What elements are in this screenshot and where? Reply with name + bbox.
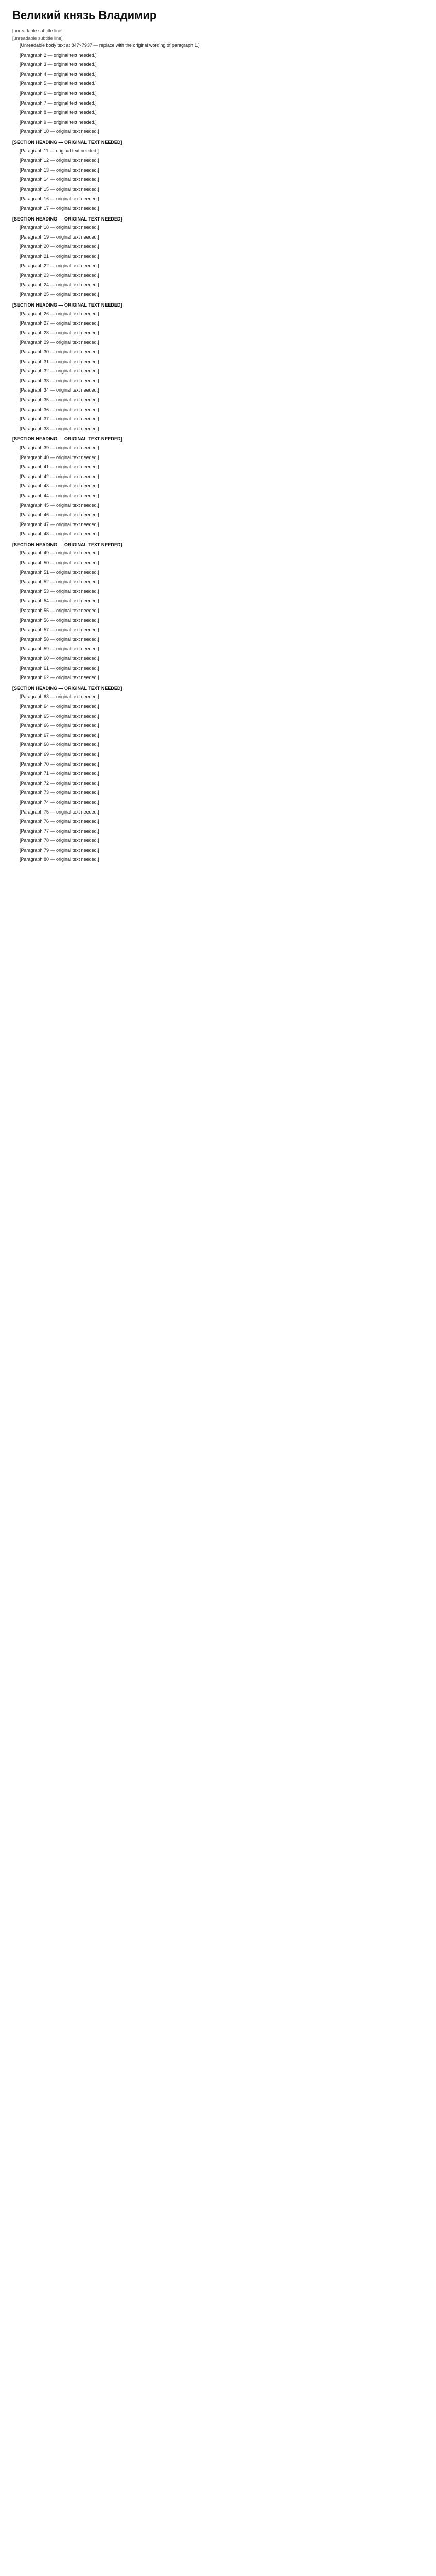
paragraph: [Paragraph 2 — original text needed.] [20, 52, 97, 58]
paragraph: [Paragraph 52 — original text needed.] [20, 579, 99, 585]
paragraph: [Paragraph 35 — original text needed.] [20, 397, 99, 402]
paragraph: [Paragraph 46 — original text needed.] [20, 512, 99, 518]
section-heading: [SECTION HEADING — ORIGINAL TEXT NEEDED] [12, 302, 123, 308]
paragraph: [Paragraph 59 — original text needed.] [20, 646, 99, 652]
paragraph: [Paragraph 12 — original text needed.] [20, 158, 99, 163]
paragraph: [Paragraph 41 — original text needed.] [20, 464, 99, 470]
paragraph: [Paragraph 24 — original text needed.] [20, 282, 99, 287]
paragraph: [Paragraph 53 — original text needed.] [20, 588, 99, 594]
paragraph: [Paragraph 10 — original text needed.] [20, 129, 99, 134]
paragraph: [Paragraph 43 — original text needed.] [20, 483, 99, 489]
paragraph: [Paragraph 4 — original text needed.] [20, 71, 97, 77]
paragraph: [Paragraph 20 — original text needed.] [20, 244, 99, 249]
paragraph: [Paragraph 51 — original text needed.] [20, 569, 99, 575]
paragraph: [Paragraph 39 — original text needed.] [20, 445, 99, 450]
paragraph: [Paragraph 55 — original text needed.] [20, 608, 99, 614]
paragraph: [Paragraph 74 — original text needed.] [20, 799, 99, 805]
section-heading: [SECTION HEADING — ORIGINAL TEXT NEEDED] [12, 685, 123, 691]
paragraph: [Paragraph 29 — original text needed.] [20, 340, 99, 345]
page-title: Великий князь Владимир [12, 9, 157, 22]
paragraph: [Paragraph 68 — original text needed.] [20, 742, 99, 748]
paragraph: [Paragraph 3 — original text needed.] [20, 62, 97, 67]
paragraph: [Paragraph 16 — original text needed.] [20, 196, 99, 201]
paragraph: [Paragraph 57 — original text needed.] [20, 627, 99, 633]
paragraph: [Paragraph 37 — original text needed.] [20, 416, 99, 422]
paragraph: [Paragraph 19 — original text needed.] [20, 234, 99, 240]
paragraph: [Paragraph 9 — original text needed.] [20, 119, 97, 125]
paragraph: [Paragraph 77 — original text needed.] [20, 828, 99, 834]
paragraph: [Paragraph 80 — original text needed.] [20, 857, 99, 862]
paragraph: [Paragraph 48 — original text needed.] [20, 531, 99, 537]
paragraph: [Paragraph 76 — original text needed.] [20, 819, 99, 824]
paragraph: [Paragraph 54 — original text needed.] [20, 598, 99, 604]
paragraph: [Paragraph 38 — original text needed.] [20, 426, 99, 431]
paragraph: [Paragraph 22 — original text needed.] [20, 263, 99, 268]
paragraph: [Paragraph 11 — original text needed.] [20, 148, 99, 154]
subtitle-line: [unreadable subtitle line] [12, 36, 63, 41]
paragraph: [Paragraph 14 — original text needed.] [20, 177, 99, 182]
paragraph: [Paragraph 70 — original text needed.] [20, 761, 99, 767]
article-page [0, 0, 436, 878]
section-heading: [SECTION HEADING — ORIGINAL TEXT NEEDED] [12, 541, 123, 547]
paragraph: [Paragraph 21 — original text needed.] [20, 253, 99, 259]
subtitle-line: [unreadable subtitle line] [12, 28, 63, 33]
paragraph: [Paragraph 75 — original text needed.] [20, 809, 99, 815]
paragraph: [Paragraph 42 — original text needed.] [20, 473, 99, 479]
paragraph: [Paragraph 15 — original text needed.] [20, 186, 99, 192]
paragraph: [Paragraph 27 — original text needed.] [20, 320, 99, 326]
section-heading: [SECTION HEADING — ORIGINAL TEXT NEEDED] [12, 436, 123, 442]
article-body [12, 42, 426, 863]
paragraph: [Paragraph 72 — original text needed.] [20, 780, 99, 786]
paragraph: [Paragraph 45 — original text needed.] [20, 502, 99, 508]
paragraph: [Paragraph 33 — original text needed.] [20, 378, 99, 383]
paragraph: [Paragraph 66 — original text needed.] [20, 723, 99, 728]
paragraph: [Paragraph 32 — original text needed.] [20, 368, 99, 374]
paragraph: [Paragraph 8 — original text needed.] [20, 110, 97, 115]
paragraph: [Paragraph 7 — original text needed.] [20, 100, 97, 106]
paragraph: [Paragraph 34 — original text needed.] [20, 387, 99, 393]
paragraph: [Paragraph 73 — original text needed.] [20, 790, 99, 795]
paragraph: [Paragraph 63 — original text needed.] [20, 694, 99, 700]
paragraph: [Paragraph 65 — original text needed.] [20, 713, 99, 719]
paragraph: [Paragraph 44 — original text needed.] [20, 493, 99, 498]
paragraph: [Paragraph 26 — original text needed.] [20, 311, 99, 316]
paragraph: [Paragraph 61 — original text needed.] [20, 665, 99, 671]
section-heading: [SECTION HEADING — ORIGINAL TEXT NEEDED] [12, 139, 123, 145]
paragraph: [Paragraph 64 — original text needed.] [20, 703, 99, 709]
paragraph: [Paragraph 49 — original text needed.] [20, 550, 99, 556]
subtitle-block [12, 28, 426, 41]
paragraph: [Unreadable body text at 847×7937 — replace with the original wording of paragraph 1.] [20, 43, 200, 48]
paragraph: [Paragraph 13 — original text needed.] [20, 167, 99, 173]
paragraph: [Paragraph 60 — original text needed.] [20, 656, 99, 661]
paragraph: [Paragraph 56 — original text needed.] [20, 617, 99, 623]
paragraph: [Paragraph 31 — original text needed.] [20, 359, 99, 364]
paragraph: [Paragraph 28 — original text needed.] [20, 330, 99, 335]
paragraph: [Paragraph 67 — original text needed.] [20, 732, 99, 738]
paragraph: [Paragraph 71 — original text needed.] [20, 771, 99, 776]
paragraph: [Paragraph 78 — original text needed.] [20, 838, 99, 843]
paragraph: [Paragraph 69 — original text needed.] [20, 751, 99, 757]
paragraph: [Paragraph 50 — original text needed.] [20, 560, 99, 566]
paragraph: [Paragraph 5 — original text needed.] [20, 81, 97, 87]
paragraph: [Paragraph 18 — original text needed.] [20, 225, 99, 230]
paragraph: [Paragraph 17 — original text needed.] [20, 206, 99, 211]
paragraph: [Paragraph 6 — original text needed.] [20, 90, 97, 96]
paragraph: [Paragraph 58 — original text needed.] [20, 636, 99, 642]
paragraph: [Paragraph 79 — original text needed.] [20, 847, 99, 853]
paragraph: [Paragraph 30 — original text needed.] [20, 349, 99, 354]
paragraph: [Paragraph 40 — original text needed.] [20, 454, 99, 460]
paragraph: [Paragraph 25 — original text needed.] [20, 292, 99, 297]
paragraph: [Paragraph 62 — original text needed.] [20, 675, 99, 681]
paragraph: [Paragraph 47 — original text needed.] [20, 521, 99, 527]
paragraph: [Paragraph 23 — original text needed.] [20, 273, 99, 278]
paragraph: [Paragraph 36 — original text needed.] [20, 406, 99, 412]
section-heading: [SECTION HEADING — ORIGINAL TEXT NEEDED] [12, 216, 123, 222]
